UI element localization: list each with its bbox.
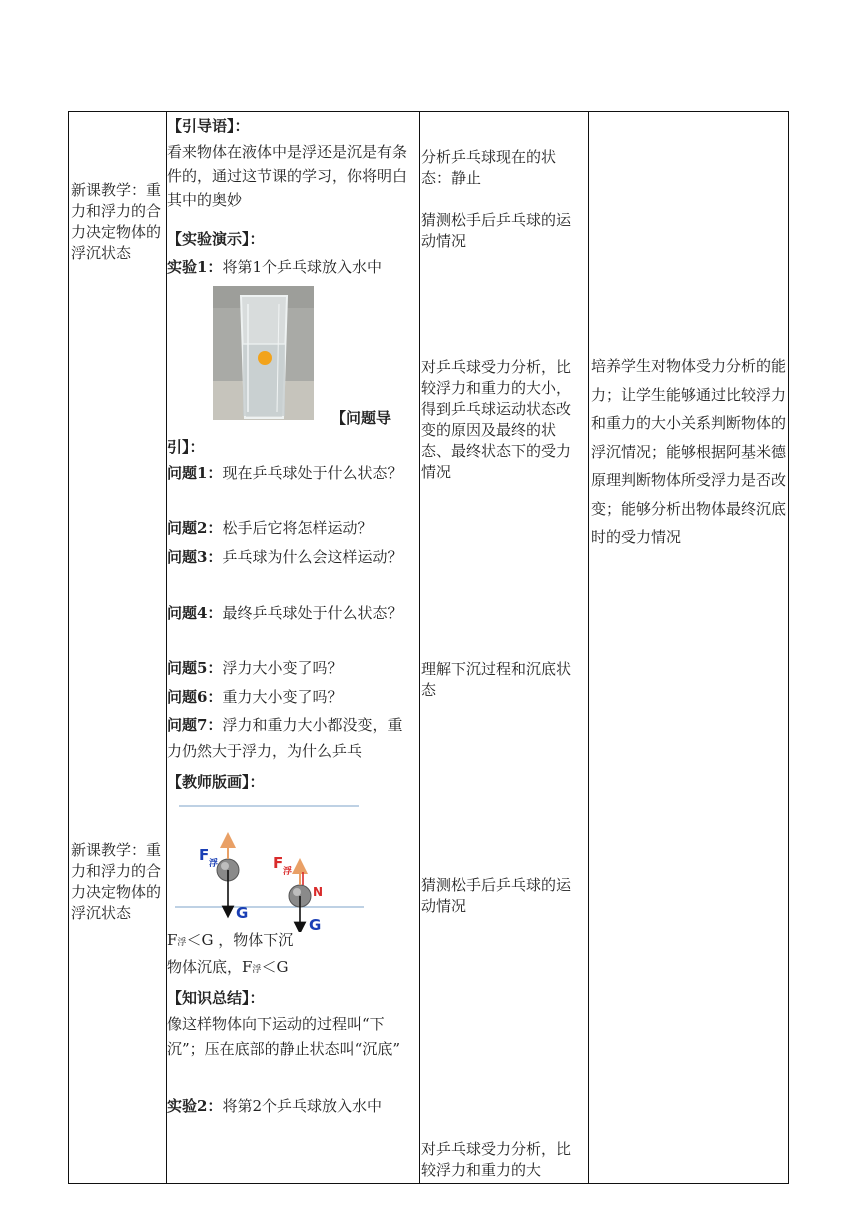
lesson-table xyxy=(68,111,789,1184)
intro-title: 【引导语】： xyxy=(167,117,250,135)
force-label: F xyxy=(199,846,210,864)
force-label: N xyxy=(313,885,324,899)
experiment-2: 实验2：将第2个乒乓球放入水中 xyxy=(167,1097,382,1115)
question-1: 问题1：现在乒乓球处于什么状态？ xyxy=(167,464,403,482)
experiment-1: 实验1：将第1个乒乓球放入水中 xyxy=(167,258,382,276)
question-guide-title: 引】： xyxy=(167,438,205,456)
demo-title: 【实验演示】： xyxy=(167,230,265,248)
ping-pong-ball xyxy=(258,351,272,365)
force-diagram xyxy=(169,800,369,932)
student-activity: 对乒乓球受力分析，比较浮力和重力的大小，得到乒乓球运动状态改变的原因及最终的状态、最终状态下的受力情况 xyxy=(421,358,572,481)
design-intent: 培养学生对物体受力分析的能力；让学生能够通过比较浮力和重力的大小关系判断物体的浮沉情况；能够根据阿基米德原理判断物体所受浮力是否改变；能够分析出物体最终沉底时的受力情况 xyxy=(591,357,787,546)
question-6: 问题6：重力大小变了吗？ xyxy=(167,688,343,706)
summary-text: 像这样物体向下运动的过程叫“下沉”；压在底部的静止状态叫“沉底” xyxy=(167,1015,401,1058)
student-activity: 对乒乓球受力分析，比较浮力和重力的大 xyxy=(421,1140,572,1179)
force-label: G xyxy=(309,916,322,932)
board-title: 【教师版画】： xyxy=(167,773,265,791)
force-label: 浮 xyxy=(283,867,293,877)
force-label: 浮 xyxy=(209,859,219,869)
column-divider xyxy=(419,112,420,1183)
student-activity: 猜测松手后乒乓球的运动情况 xyxy=(421,876,572,915)
force-label: G xyxy=(236,904,249,922)
student-activity: 猜测松手后乒乓球的运动情况 xyxy=(421,211,572,250)
glass-photo xyxy=(213,286,314,420)
condition-sinking: F浮＜G ，物体下沉 xyxy=(167,931,294,949)
column-divider xyxy=(588,112,589,1183)
question-guide-title: 【问题导 xyxy=(331,409,392,427)
question-4: 问题4：最终乒乓球处于什么状态？ xyxy=(167,604,403,622)
force-label: F xyxy=(273,854,284,872)
section-label: 新课教学：重力和浮力的合力决定物体的浮沉状态 xyxy=(71,181,162,262)
question-2: 问题2：松手后它将怎样运动？ xyxy=(167,519,373,537)
summary-title: 【知识总结】： xyxy=(167,989,265,1007)
student-activity: 分析乒乓球现在的状态：静止 xyxy=(421,148,557,187)
condition-sunk: 物体沉底，F浮＜G xyxy=(167,958,289,976)
student-activity: 理解下沉过程和沉底状态 xyxy=(421,660,572,699)
question-7: 问题7：浮力和重力大小都没变，重力仍然大于浮力，为什么乒乓 xyxy=(167,716,403,760)
question-5: 问题5：浮力大小变了吗？ xyxy=(167,659,343,677)
section-label: 新课教学：重力和浮力的合力决定物体的浮沉状态 xyxy=(71,841,162,922)
question-3: 问题3：乒乓球为什么会这样运动？ xyxy=(167,548,403,566)
intro-text: 看来物体在液体中是浮还是沉是有条件的，通过这节课的学习，你将明白其中的奥妙 xyxy=(167,143,408,209)
